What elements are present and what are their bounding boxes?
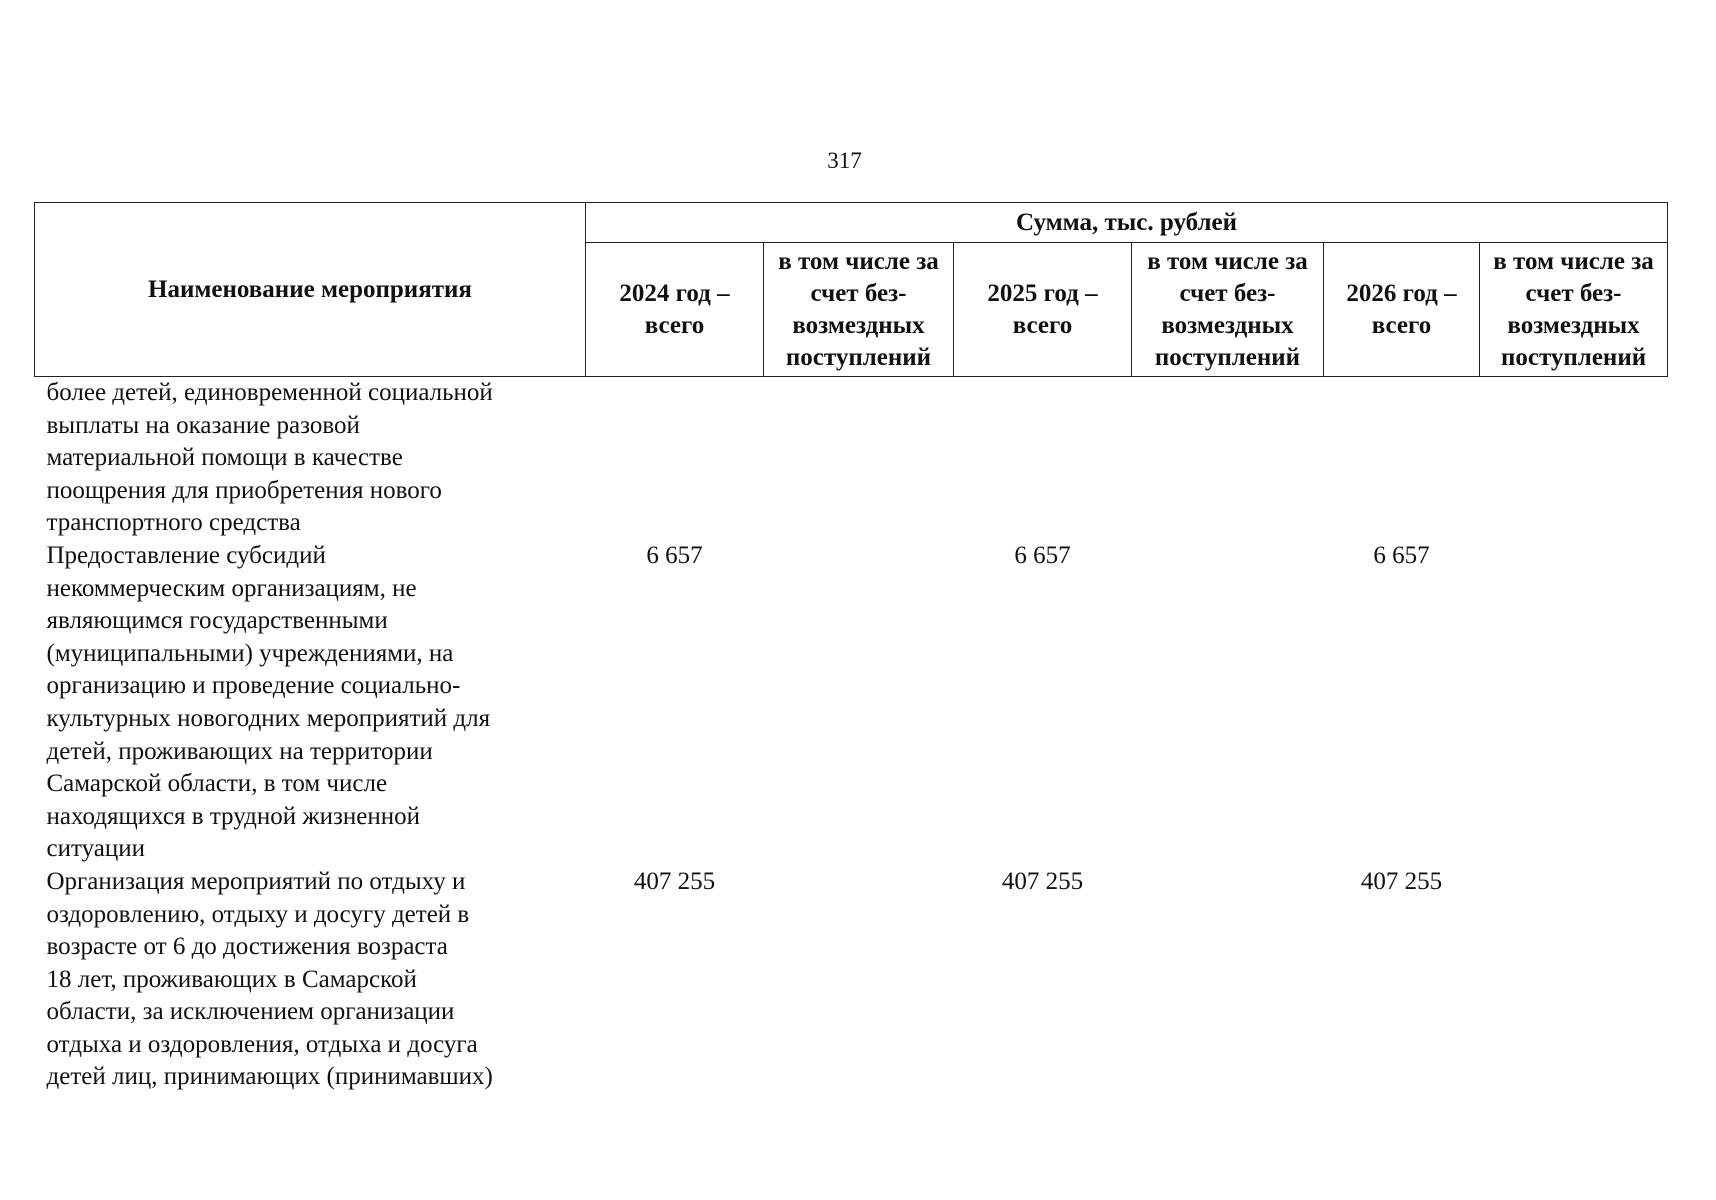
table-row (35, 540, 1668, 866)
row-2024-total: 6 657 (646, 541, 703, 569)
table-row (35, 866, 1668, 1094)
row-2025-total: 407 255 (1001, 867, 1084, 895)
header-row-1 (35, 203, 1668, 243)
row-2026-included (1480, 866, 1668, 1094)
row-2026-included (1480, 377, 1668, 540)
row-2024-total (586, 377, 764, 540)
header-2025-included: в том числе за счет без-возмездных поступлений (1132, 243, 1324, 377)
budget-table (34, 202, 1668, 1094)
page-number: 317 (827, 148, 862, 173)
row-2025-included (1132, 866, 1324, 1094)
row-2025-total (954, 377, 1132, 540)
row-name-cell: Предоставление субсидий некоммерческим организациям, не являющимся государственными (муниципальными) учреждениями, на организацию и проведение социально- культурных новогодних мероприятий для детей, проживающих на территории Самарской области, в том числе находящихся в трудной жизненной ситуации (46, 541, 491, 863)
row-2024-total: 407 255 (633, 867, 716, 895)
header-2026-total: 2026 год – всего (1324, 243, 1480, 377)
table-body (35, 377, 1668, 1095)
row-2024-included (764, 377, 954, 540)
row-2026-total: 6 657 (1373, 541, 1430, 569)
header-2024-total: 2024 год – всего (586, 243, 764, 377)
row-2025-total: 6 657 (1014, 541, 1071, 569)
header-2026-included: в том числе за счет без-возмездных поступлений (1480, 243, 1668, 377)
row-2026-total (1324, 377, 1480, 540)
header-2025-total: 2025 год – всего (954, 243, 1132, 377)
header-sum-group: Сумма, тыс. рублей (586, 203, 1668, 243)
row-2024-included (764, 866, 954, 1094)
row-2026-included (1480, 540, 1668, 866)
header-name-column: Наименование мероприятия (35, 203, 586, 377)
row-name-cell: более детей, единовременной социальной выплаты на оказание разовой материальной помощи в качестве поощрения для приобретения нового транспортного средства (46, 379, 493, 537)
row-2025-included (1132, 377, 1324, 540)
table-header (35, 203, 1668, 377)
row-2025-included (1132, 540, 1324, 866)
table-row (35, 377, 1668, 540)
header-2024-included: в том числе за счет без-возмездных поступлений (764, 243, 954, 377)
row-2024-included (764, 540, 954, 866)
row-2026-total: 407 255 (1360, 867, 1443, 895)
row-name-cell: Организация мероприятий по отдыху и оздоровлению, отдыху и досугу детей в возрасте от 6 до достижения возраста 18 лет, проживающих в Самарской области, за исключением организации отдыха и оздоровления, отдыха и досуга детей лиц, принимающих (принимавших) (46, 867, 493, 1091)
